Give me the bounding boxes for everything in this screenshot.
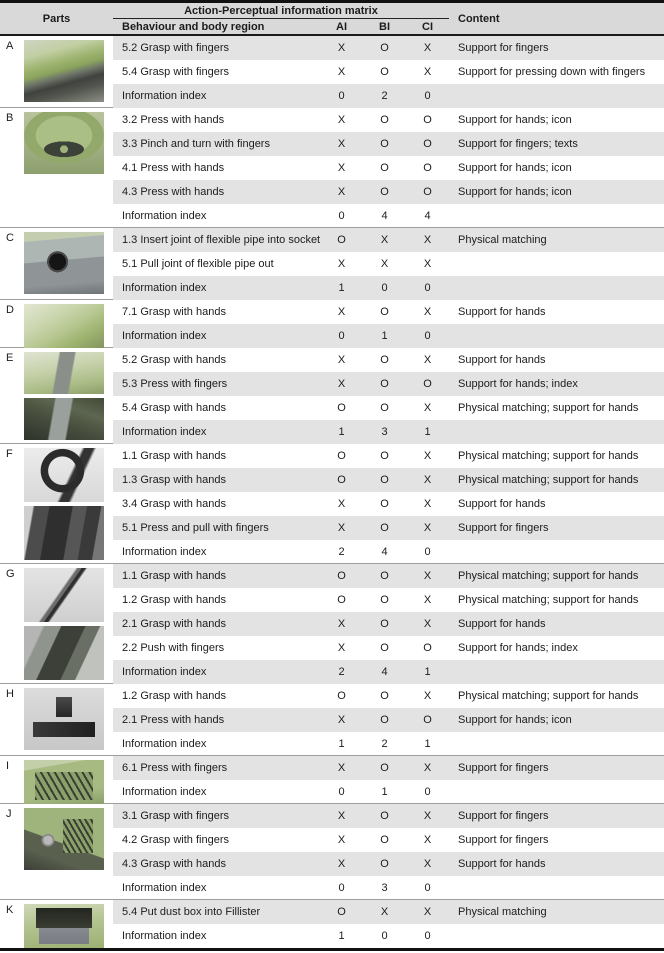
matrix-row [113, 372, 664, 396]
content-cell: Support for hands; icon [458, 186, 572, 198]
matrix-rows [113, 804, 664, 900]
matrix-row [113, 60, 664, 84]
ci-value: X [423, 522, 432, 534]
bi-value: 1 [381, 786, 388, 798]
ci-value: O [423, 714, 432, 726]
ci-value: X [423, 42, 432, 54]
top-controls-photo [24, 112, 104, 174]
content-cell: Support for hands [458, 354, 546, 366]
part-photos [24, 300, 113, 348]
behaviour-cell: 1.2 Grasp with hands [122, 690, 226, 702]
part-section-b [0, 107, 664, 228]
parts-cell [0, 108, 113, 228]
part-section-e [0, 347, 664, 444]
ai-value: X [337, 834, 346, 846]
part-letter: B [6, 112, 14, 124]
matrix-row [113, 852, 664, 876]
ci-value: 4 [424, 210, 431, 222]
dust-box-dark-photo [24, 398, 104, 440]
ai-value: 1 [338, 738, 345, 750]
ci-value: X [423, 906, 432, 918]
bi-value: O [380, 114, 389, 126]
behaviour-cell: 1.3 Insert joint of flexible pipe into socket [122, 234, 320, 246]
parts-cell [0, 564, 113, 684]
content-cell: Physical matching; support for hands [458, 450, 639, 462]
ai-value: O [337, 690, 346, 702]
ci-value: O [423, 378, 432, 390]
parts-cell [0, 300, 113, 348]
bi-value: O [380, 138, 389, 150]
behaviour-cell: 5.4 Grasp with fingers [122, 66, 229, 78]
ci-value: 0 [424, 330, 431, 342]
behaviour-cell: 5.4 Put dust box into Fillister [122, 906, 261, 918]
ai-value: 0 [338, 90, 345, 102]
behaviour-cell: 6.1 Press with fingers [122, 762, 228, 774]
behaviour-cell: Information index [122, 930, 207, 942]
ai-value: X [337, 762, 346, 774]
ci-value: 1 [424, 666, 431, 678]
matrix-row [113, 804, 664, 828]
part-section-g [0, 563, 664, 684]
behaviour-cell: 3.3 Pinch and turn with fingers [122, 138, 270, 150]
header-ci-label: CI [422, 20, 433, 33]
part-photos [24, 108, 113, 174]
matrix-row [113, 492, 664, 516]
matrix-rows [113, 108, 664, 228]
bi-value: O [380, 858, 389, 870]
information-index-row [113, 780, 664, 804]
part-section-h [0, 683, 664, 756]
ai-value: X [337, 618, 346, 630]
ai-value: X [337, 258, 346, 270]
matrix-row [113, 180, 664, 204]
ci-value: O [423, 138, 432, 150]
ai-value: O [337, 474, 346, 486]
part-letter: H [6, 688, 14, 700]
matrix-row [113, 108, 664, 132]
matrix-row [113, 348, 664, 372]
content-cell: Support for fingers; texts [458, 138, 578, 150]
ci-value: 0 [424, 786, 431, 798]
content-cell: Support for fingers [458, 42, 549, 54]
behaviour-cell: 5.2 Grasp with fingers [122, 42, 229, 54]
ci-value: X [423, 618, 432, 630]
content-cell: Physical matching; support for hands [458, 474, 639, 486]
matrix-row [113, 636, 664, 660]
ci-value: X [423, 498, 432, 510]
bi-value: O [380, 834, 389, 846]
content-cell: Physical matching; support for hands [458, 594, 639, 606]
matrix-row [113, 564, 664, 588]
ai-value: X [337, 714, 346, 726]
ci-value: 0 [424, 282, 431, 294]
behaviour-cell: Information index [122, 546, 207, 558]
socket-front-photo [24, 232, 104, 294]
behaviour-cell: Information index [122, 738, 207, 750]
ai-value: O [337, 570, 346, 582]
part-photos [24, 36, 113, 102]
ci-value: X [423, 858, 432, 870]
bi-value: O [380, 690, 389, 702]
ai-value: X [337, 498, 346, 510]
vent-grille-photo [24, 760, 104, 804]
part-letter: K [6, 904, 14, 916]
part-photos [24, 564, 113, 680]
hose-connector-photo [24, 506, 104, 560]
behaviour-cell: Information index [122, 882, 207, 894]
matrix-rows [113, 300, 664, 348]
ai-value: X [337, 810, 346, 822]
bi-value: O [380, 594, 389, 606]
part-section-j [0, 803, 664, 900]
content-cell: Support for fingers [458, 522, 549, 534]
bi-value: O [380, 570, 389, 582]
behaviour-cell: 4.2 Grasp with fingers [122, 834, 229, 846]
bi-value: O [380, 378, 389, 390]
bi-value: 4 [381, 546, 388, 558]
part-letter: F [6, 448, 13, 460]
bi-value: O [380, 402, 389, 414]
bi-value: O [380, 762, 389, 774]
ci-value: X [423, 234, 432, 246]
behaviour-cell: Information index [122, 426, 207, 438]
bi-value: O [380, 642, 389, 654]
ai-value: X [337, 66, 346, 78]
behaviour-cell: 4.1 Press with hands [122, 162, 225, 174]
information-index-row [113, 204, 664, 228]
ai-value: X [337, 522, 346, 534]
content-cell: Support for fingers [458, 762, 549, 774]
bi-value: 3 [381, 882, 388, 894]
matrix-row [113, 252, 664, 276]
ai-value: O [337, 906, 346, 918]
header-matrix-group [113, 3, 449, 34]
information-index-row [113, 924, 664, 948]
bi-value: 2 [381, 738, 388, 750]
bi-value: 1 [381, 330, 388, 342]
header-ai-label: AI [336, 20, 347, 33]
ai-value: 0 [338, 210, 345, 222]
ai-value: X [337, 162, 346, 174]
bi-value: O [380, 618, 389, 630]
part-photos [24, 804, 113, 870]
information-index-row [113, 540, 664, 564]
content-cell: Support for pressing down with fingers [458, 66, 646, 78]
behaviour-cell: 3.1 Grasp with fingers [122, 810, 229, 822]
bi-value: 3 [381, 426, 388, 438]
part-section-k [0, 899, 664, 948]
part-section-i [0, 755, 664, 804]
telescopic-wand-photo [24, 568, 104, 622]
bi-value: 4 [381, 666, 388, 678]
matrix-row [113, 300, 664, 324]
matrix-row [113, 612, 664, 636]
matrix-row [113, 708, 664, 732]
ci-value: X [423, 834, 432, 846]
matrix-row [113, 588, 664, 612]
matrix-row [113, 396, 664, 420]
part-letter: G [6, 568, 15, 580]
information-index-row [113, 732, 664, 756]
parts-cell [0, 228, 113, 300]
behaviour-cell: 2.2 Push with fingers [122, 642, 225, 654]
bi-value: O [380, 450, 389, 462]
ci-value: 0 [424, 546, 431, 558]
behaviour-cell: Information index [122, 210, 207, 222]
table-body [0, 36, 664, 948]
matrix-rows [113, 36, 664, 108]
matrix-row [113, 900, 664, 924]
behaviour-cell: Information index [122, 786, 207, 798]
ci-value: X [423, 306, 432, 318]
ci-value: 0 [424, 882, 431, 894]
behaviour-cell: 3.4 Grasp with hands [122, 498, 226, 510]
ai-value: X [337, 858, 346, 870]
ai-value: 2 [338, 666, 345, 678]
bi-value: X [380, 906, 389, 918]
part-section-a [0, 36, 664, 108]
parts-cell [0, 804, 113, 900]
part-section-c [0, 227, 664, 300]
information-index-row [113, 84, 664, 108]
vent-open-photo [24, 808, 104, 870]
information-index-row [113, 420, 664, 444]
ci-value: X [423, 594, 432, 606]
part-letter: C [6, 232, 14, 244]
content-cell: Physical matching; support for hands [458, 402, 639, 414]
matrix-rows [113, 900, 664, 948]
content-cell: Support for hands [458, 858, 546, 870]
ai-value: 0 [338, 786, 345, 798]
parts-cell [0, 684, 113, 756]
bi-value: O [380, 810, 389, 822]
content-cell: Support for hands [458, 618, 546, 630]
part-photos [24, 900, 113, 948]
matrix-row [113, 444, 664, 468]
ai-value: O [337, 402, 346, 414]
matrix-row [113, 684, 664, 708]
bi-value: O [380, 498, 389, 510]
part-letter: A [6, 40, 14, 52]
behaviour-cell: Information index [122, 330, 207, 342]
content-cell: Support for hands [458, 306, 546, 318]
ci-value: X [423, 354, 432, 366]
behaviour-cell: Information index [122, 282, 207, 294]
ai-value: 0 [338, 330, 345, 342]
table-bottom-border [0, 948, 664, 951]
matrix-rows [113, 564, 664, 684]
behaviour-cell: Information index [122, 90, 207, 102]
content-cell: Support for hands; icon [458, 162, 572, 174]
ci-value: O [423, 186, 432, 198]
behaviour-cell: 1.1 Grasp with hands [122, 570, 226, 582]
matrix-row [113, 228, 664, 252]
information-index-row [113, 276, 664, 300]
flexible-hose-photo [24, 448, 104, 502]
parts-cell [0, 444, 113, 564]
content-cell: Support for hands; index [458, 378, 578, 390]
matrix-rows [113, 684, 664, 756]
ai-value: X [337, 354, 346, 366]
bi-value: 0 [381, 930, 388, 942]
bi-value: 0 [381, 282, 388, 294]
ai-value: X [337, 378, 346, 390]
header-behaviour-label: Behaviour and body region [122, 20, 265, 33]
bi-value: X [380, 258, 389, 270]
behaviour-cell: 4.3 Grasp with hands [122, 858, 226, 870]
information-index-row [113, 876, 664, 900]
dust-box-photo [24, 352, 104, 394]
bi-value: O [380, 474, 389, 486]
ai-value: X [337, 306, 346, 318]
content-cell: Physical matching; support for hands [458, 570, 639, 582]
ci-value: 1 [424, 738, 431, 750]
matrix-row [113, 468, 664, 492]
behaviour-cell: 1.1 Grasp with hands [122, 450, 226, 462]
ci-value: 1 [424, 426, 431, 438]
table-header [0, 3, 664, 36]
part-photos [24, 756, 113, 804]
behaviour-cell: 3.2 Press with hands [122, 114, 225, 126]
content-cell: Support for fingers [458, 810, 549, 822]
content-cell: Support for fingers [458, 834, 549, 846]
content-cell: Physical matching; support for hands [458, 690, 639, 702]
ci-value: X [423, 474, 432, 486]
matrix-row [113, 756, 664, 780]
ai-value: O [337, 594, 346, 606]
parts-cell [0, 36, 113, 108]
behaviour-cell: 1.2 Grasp with hands [122, 594, 226, 606]
wand-joint-photo [24, 626, 104, 680]
ai-value: X [337, 186, 346, 198]
bi-value: X [380, 234, 389, 246]
matrix-row [113, 132, 664, 156]
matrix-rows [113, 756, 664, 804]
bi-value: 2 [381, 90, 388, 102]
part-photos [24, 348, 113, 440]
behaviour-cell: 5.2 Grasp with hands [122, 354, 226, 366]
content-cell: Support for hands; index [458, 642, 578, 654]
content-cell: Physical matching [458, 906, 547, 918]
part-photos [24, 444, 113, 560]
part-photos [24, 228, 113, 294]
part-letter: D [6, 304, 14, 316]
parts-cell [0, 900, 113, 948]
header-bi-label: BI [379, 20, 390, 33]
ci-value: X [423, 690, 432, 702]
behaviour-cell: 5.4 Grasp with hands [122, 402, 226, 414]
ci-value: 0 [424, 930, 431, 942]
bi-value: O [380, 354, 389, 366]
matrix-row [113, 516, 664, 540]
part-letter: J [6, 808, 12, 820]
bi-value: O [380, 306, 389, 318]
ci-value: X [423, 258, 432, 270]
part-letter: I [6, 760, 10, 772]
behaviour-cell: 5.1 Pull joint of flexible pipe out [122, 258, 274, 270]
lid-photo [24, 304, 104, 348]
part-photos [24, 684, 113, 750]
ci-value: X [423, 810, 432, 822]
bi-value: O [380, 522, 389, 534]
ai-value: 1 [338, 930, 345, 942]
ai-value: 2 [338, 546, 345, 558]
matrix-row [113, 36, 664, 60]
content-cell: Support for hands [458, 498, 546, 510]
matrix-row [113, 156, 664, 180]
content-cell: Physical matching [458, 234, 547, 246]
parts-cell [0, 756, 113, 804]
behaviour-cell: 4.3 Press with hands [122, 186, 225, 198]
content-cell: Support for hands; icon [458, 714, 572, 726]
ai-value: X [337, 138, 346, 150]
behaviour-cell: 5.1 Press and pull with fingers [122, 522, 269, 534]
ai-value: 1 [338, 282, 345, 294]
ci-value: X [423, 762, 432, 774]
ai-value: 0 [338, 882, 345, 894]
behaviour-cell: 7.1 Grasp with hands [122, 306, 226, 318]
handle-close-up-photo [24, 40, 104, 102]
ci-value: X [423, 66, 432, 78]
part-section-d [0, 299, 664, 348]
header-matrix-subrow [113, 19, 449, 34]
ci-value: 0 [424, 90, 431, 102]
ci-value: O [423, 642, 432, 654]
bi-value: O [380, 66, 389, 78]
ci-value: X [423, 450, 432, 462]
matrix-rows [113, 228, 664, 300]
matrix-rows [113, 348, 664, 444]
information-index-row [113, 660, 664, 684]
ci-value: O [423, 162, 432, 174]
behaviour-cell: 1.3 Grasp with hands [122, 474, 226, 486]
ci-value: O [423, 114, 432, 126]
header-content-label: Content [458, 12, 500, 25]
header-parts-label: Parts [42, 12, 71, 25]
part-letter: E [6, 352, 14, 364]
ci-value: X [423, 402, 432, 414]
floor-brush-photo [24, 688, 104, 750]
behaviour-cell: 5.3 Press with fingers [122, 378, 228, 390]
ai-value: X [337, 114, 346, 126]
parts-cell [0, 348, 113, 444]
bi-value: O [380, 42, 389, 54]
ai-value: X [337, 642, 346, 654]
ai-value: 1 [338, 426, 345, 438]
ai-value: O [337, 450, 346, 462]
bi-value: 4 [381, 210, 388, 222]
bi-value: O [380, 162, 389, 174]
ci-value: X [423, 570, 432, 582]
matrix-row [113, 828, 664, 852]
ai-value: X [337, 42, 346, 54]
header-matrix-title: Action-Perceptual information matrix [113, 3, 449, 19]
dust-box-slot-photo [24, 904, 104, 948]
information-index-row [113, 324, 664, 348]
behaviour-cell: 2.1 Press with hands [122, 714, 225, 726]
matrix-rows [113, 444, 664, 564]
content-cell: Support for hands; icon [458, 114, 572, 126]
part-section-f [0, 443, 664, 564]
behaviour-cell: Information index [122, 666, 207, 678]
bi-value: O [380, 714, 389, 726]
behaviour-cell: 2.1 Grasp with hands [122, 618, 226, 630]
bi-value: O [380, 186, 389, 198]
ai-value: O [337, 234, 346, 246]
